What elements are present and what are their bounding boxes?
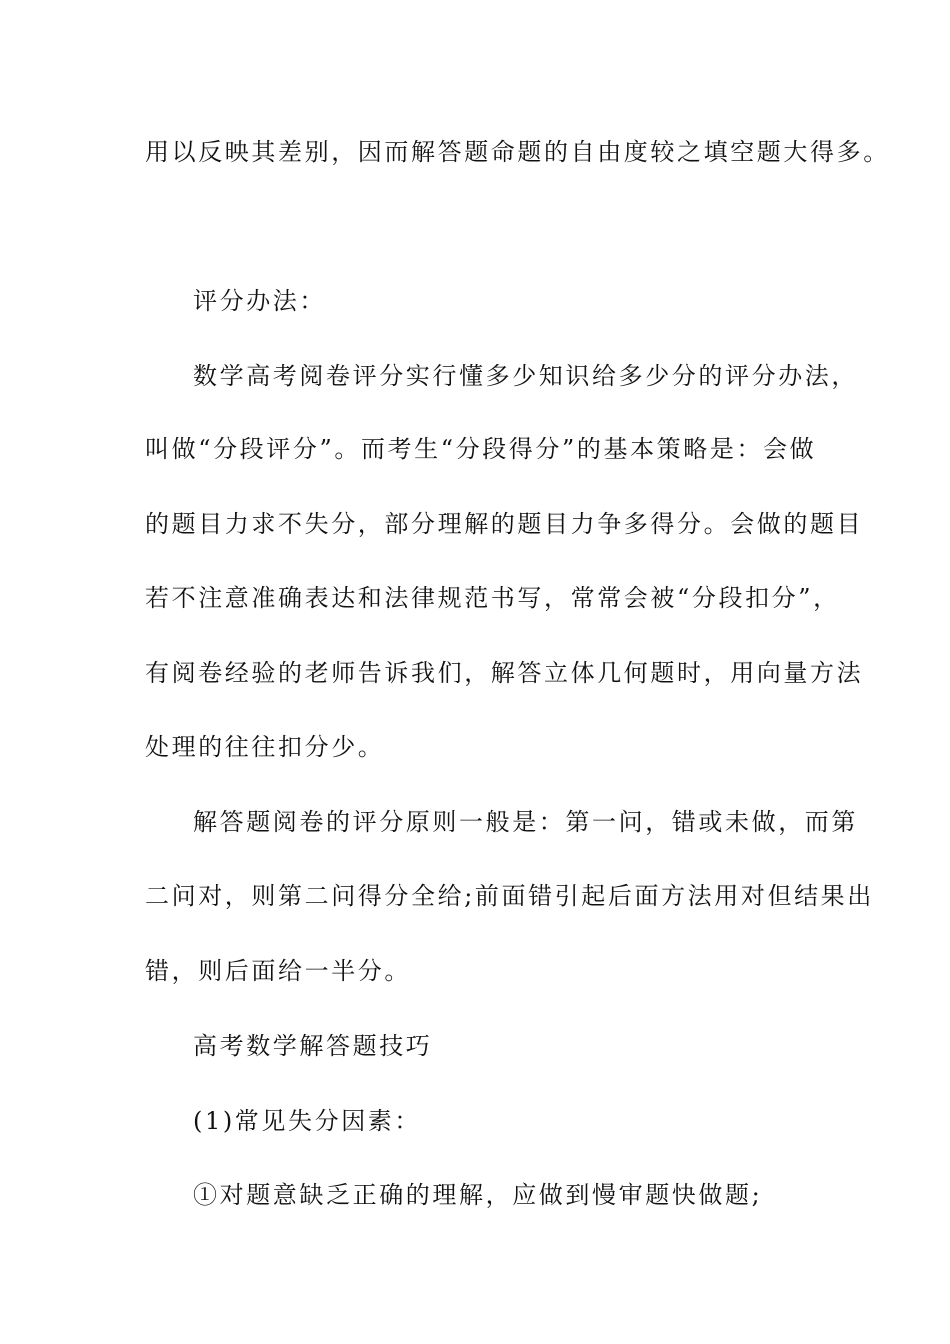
paragraph-line-7: 处理的往往扣分少。 <box>145 733 385 761</box>
paragraph-line-2: 数学高考阅卷评分实行懂多少知识给多少分的评分办法， <box>193 362 858 390</box>
paragraph-line-4: 的题目力求不失分，部分理解的题目力争多得分。会做的题目 <box>145 510 864 538</box>
paragraph-line-6: 有阅卷经验的老师告诉我们，解答立体几何题时，用向量方法 <box>145 659 864 687</box>
paragraph-line-5: 若不注意准确表达和法律规范书写，常常会被“分段扣分”， <box>145 584 840 612</box>
section-heading-scoring: 评分办法： <box>193 287 326 315</box>
paragraph-line-8: 解答题阅卷的评分原则一般是：第一问，错或未做，而第 <box>193 808 858 836</box>
paragraph-line-1: 用以反映其差别，因而解答题命题的自由度较之填空题大得多。 <box>145 138 890 166</box>
section-heading-techniques: 高考数学解答题技巧 <box>193 1032 433 1060</box>
subheading-common-errors: (1)常见失分因素： <box>193 1107 421 1135</box>
paragraph-line-9: 二问对，则第二问得分全给;前面错引起后面方法用对但结果出 <box>145 882 874 910</box>
paragraph-line-10: 错，则后面给一半分。 <box>145 957 411 985</box>
paragraph-line-3: 叫做“分段评分”。而考生“分段得分”的基本策略是：会做 <box>145 435 817 463</box>
list-item-1: ①对题意缺乏正确的理解，应做到慢审题快做题; <box>193 1181 763 1209</box>
